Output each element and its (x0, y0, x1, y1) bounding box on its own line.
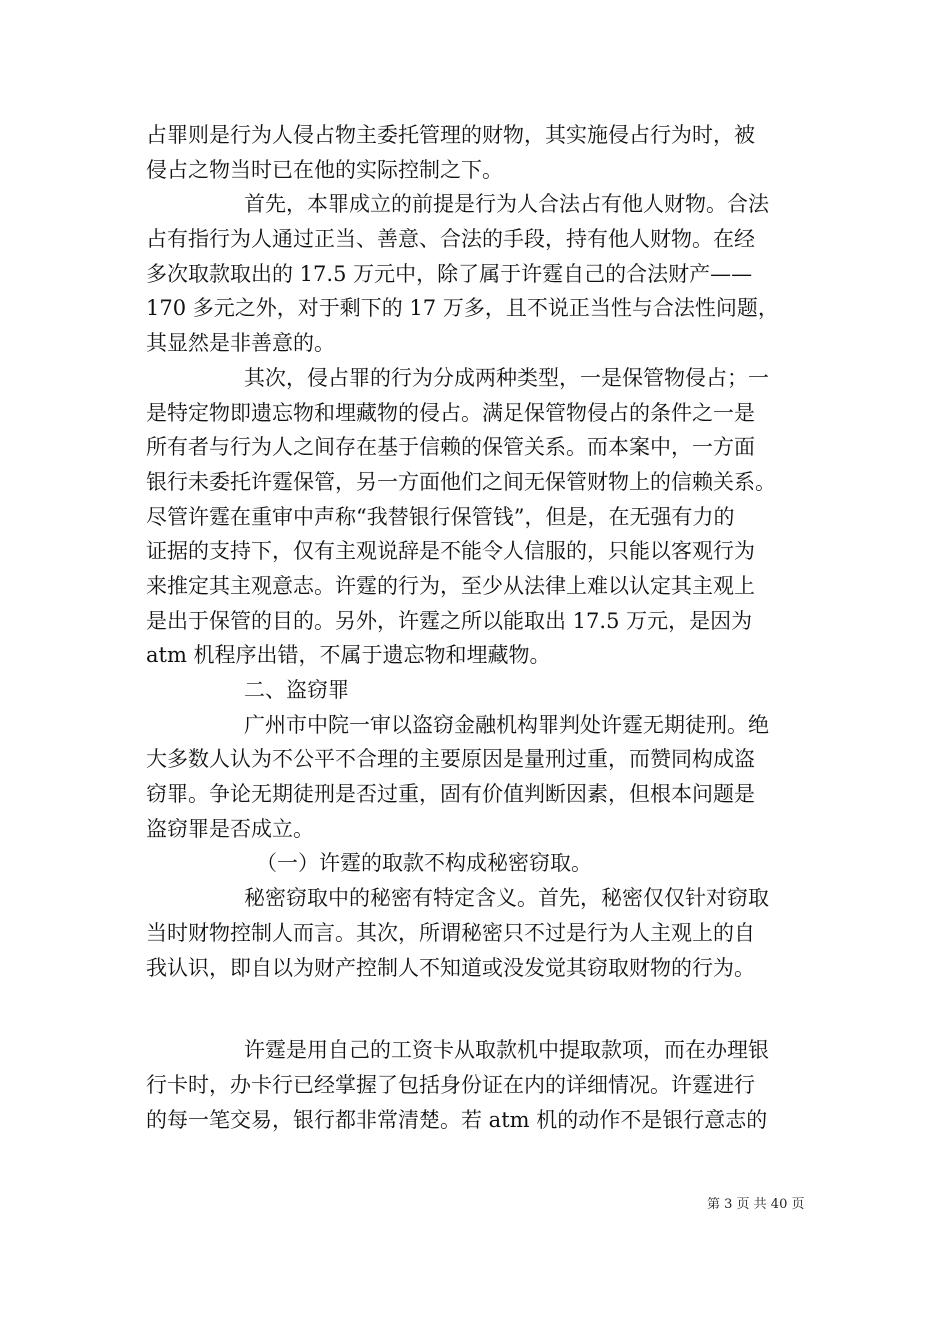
subsection-heading: （一）许霆的取款不构成秘密窃取。 (256, 851, 592, 876)
text-line: 当时财物控制人而言。其次，所谓秘密只不过是行为人主观上的自 (146, 920, 755, 945)
text-line: 我认识，即自以为财产控制人不知道或没发觉其窃取财物的行为。 (146, 955, 755, 980)
text-line: 来推定其主观意志。许霆的行为，至少从法律上难以认定其主观上 (146, 573, 755, 598)
text-line: 证据的支持下，仅有主观说辞是不能令人信服的，只能以客观行为 (146, 539, 755, 564)
paragraph-first-line: 广州市中院一审以盗窃金融机构罪判处许霆无期徒刑。绝 (244, 712, 769, 737)
text-line: 占罪则是行为人侵占物主委托管理的财物，其实施侵占行为时，被 (146, 123, 755, 147)
text-line: 银行未委托许霆保管，另一方面他们之间无保管财物上的信赖关系。 (146, 469, 776, 494)
paragraph-first-line: 许霆是用自己的工资卡从取款机中提取款项，而在办理银 (244, 1038, 769, 1063)
text-line: 其显然是非善意的。 (146, 331, 335, 356)
text-line: 所有者与行为人之间存在基于信赖的保管关系。而本案中，一方面 (146, 435, 755, 460)
text-line: 占有指行为人通过正当、善意、合法的手段，持有他人财物。在经 (146, 227, 755, 252)
text-line: 170 多元之外，对于剩下的 17 万多，且不说正当性与合法性问题， (146, 296, 779, 321)
section-heading: 二、盗窃罪 (244, 678, 349, 702)
paragraph-first-line: 其次，侵占罪的行为分成两种类型，一是保管物侵占；一 (244, 365, 769, 390)
text-line: 大多数人认为不公平不合理的主要原因是量刑过重，而赞同构成盗 (146, 747, 755, 772)
text-line: 侵占之物当时已在他的实际控制之下。 (146, 157, 503, 182)
paragraph-first-line: 秘密窃取中的秘密有特定含义。首先，秘密仅仅针对窃取 (244, 886, 769, 911)
text-line: 盗窃罪是否成立。 (146, 816, 314, 841)
text-line: atm 机程序出错，不属于遗忘物和埋藏物。 (146, 643, 551, 668)
text-line: 是出于保管的目的。另外，许霆之所以能取出 17.5 万元，是因为 (146, 608, 753, 633)
text-line: 窃罪。争论无期徒刑是否过重，固有价值判断因素，但根本问题是 (146, 782, 755, 807)
text-line: 行卡时，办卡行已经掌握了包括身份证在内的详细情况。许霆进行 (146, 1072, 755, 1097)
text-line: 是特定物即遗忘物和埋藏物的侵占。满足保管物侵占的条件之一是 (146, 400, 755, 425)
text-line: 的每一笔交易，银行都非常清楚。若 atm 机的动作不是银行意志的 (146, 1107, 768, 1132)
paragraph-first-line: 首先，本罪成立的前提是行为人合法占有他人财物。合法 (244, 192, 769, 217)
text-line: 多次取款取出的 17.5 万元中，除了属于许霆自己的合法财产—— (146, 261, 753, 286)
page-number-footer: 第 3 页 共 40 页 (707, 1197, 805, 1212)
document-body (146, 118, 826, 1137)
paragraph-spacer (146, 985, 826, 1033)
text-line: 尽管许霆在重审中声称“我替银行保管钱”，但是，在无强有力的 (146, 504, 735, 529)
